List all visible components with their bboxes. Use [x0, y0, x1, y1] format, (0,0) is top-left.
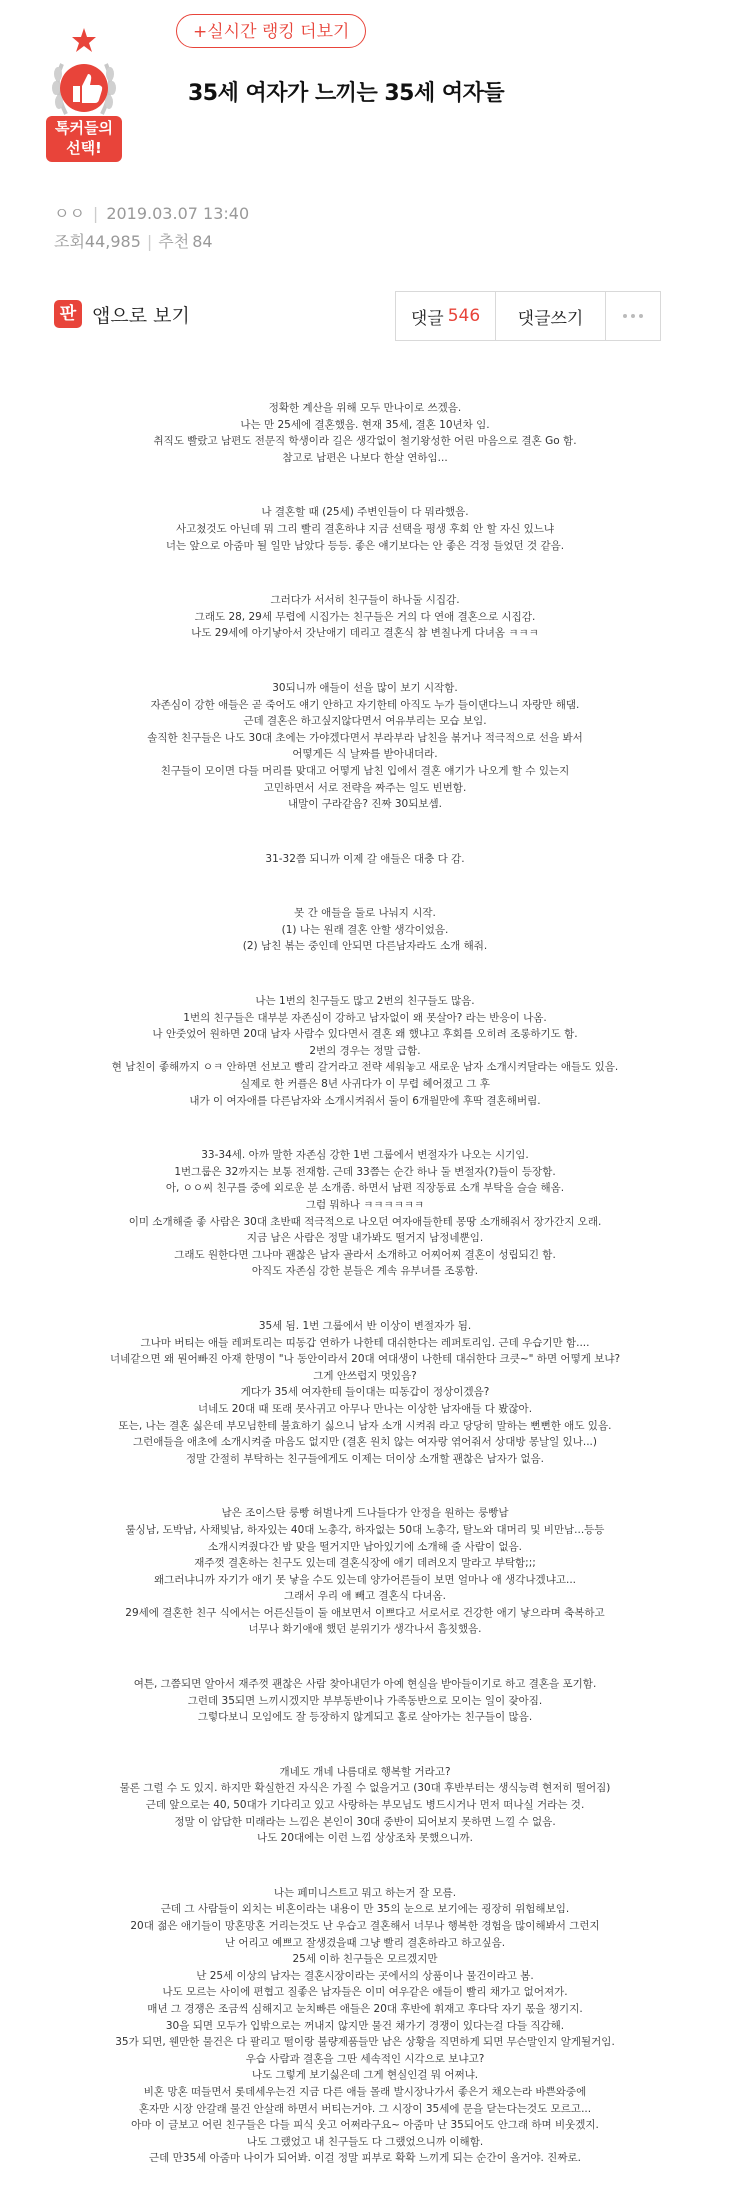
pann-app-icon: 판 [54, 300, 82, 328]
write-comment-button[interactable]: 댓글쓰기 [496, 292, 606, 340]
body-line: 근데 그 사람들이 외치는 비혼이라는 내용이 만 35의 눈으로 보기에는 굉장히 위험해보임. [160, 1903, 570, 1916]
body-line: 너네도 20대 때 또래 못사귀고 아무나 만나는 이상한 남자애들 다 봤잖아. [197, 1402, 533, 1415]
body-paragraph [0, 1885, 730, 2167]
body-paragraph [0, 1676, 730, 1726]
body-line: 30되니까 애들이 선을 많이 보기 시작함. [272, 681, 458, 694]
body-line: 아직도 자존심 강한 분들은 계속 유부녀를 조롱함. [251, 1265, 479, 1278]
comments-label: 댓글 [410, 308, 444, 329]
body-line: 2번의 경우는 정말 급함. [309, 1044, 421, 1057]
body-paragraph [0, 504, 730, 554]
views-count: 44,985 [84, 232, 141, 251]
body-line: 29세에 결혼한 친구 식에서는 어른신들이 둘 애보면서 이쁘다고 서로서로 건강한 애기 낳으라며 축복하고 [125, 1606, 605, 1619]
body-line: 근데 만35세 아줌마 나이가 되어봐. 이걸 정말 피부로 확확 느끼게 되는 순간이 올거야. 진짜로. [149, 2152, 581, 2165]
more-options-button[interactable] [606, 292, 660, 340]
body-line: 그런데 35되면 느끼시겠지만 부부동반이나 가족동반으로 모이는 일이 잦아짐. [187, 1694, 543, 1707]
body-line: 또는, 나는 결혼 싫은데 부모님한테 불효하기 싫으니 남자 소개 시켜줘 라고 당당히 말하는 뻔뻔한 애도 있음. [118, 1419, 612, 1432]
body-line: 남은 조이스탄 룽빵 허벌나게 드나들다가 안정을 원하는 룽빵남 [221, 1507, 509, 1520]
body-line: 재주껏 결혼하는 친구도 있는데 결혼식장에 애기 데려오지 말라고 부탁함;;; [194, 1557, 536, 1570]
body-line: 35세 됨. 1번 그룹에서 반 이상이 변절자가 됨. [258, 1319, 472, 1332]
realtime-ranking-button[interactable]: +실시간 랭킹 더보기 [176, 14, 366, 48]
post-body [0, 400, 730, 2205]
body-line: 나도 그랬었고 내 친구들도 다 그랬었으니까 이해함. [246, 2135, 484, 2148]
body-line: 사고쳤것도 아닌데 뭐 그리 빨리 결혼하냐 지금 선택을 평생 후회 안 할 자신 있느냐 [175, 522, 555, 535]
body-line: 내가 이 여자애를 다른남자와 소개시켜줘서 둘이 6개월만에 후딱 결혼해버림. [189, 1094, 541, 1107]
body-line: 고민하면서 서로 전략을 짜주는 일도 빈번함. [263, 781, 467, 794]
body-line: 내말이 구라같음? 진짜 30되보셈. [288, 798, 442, 811]
body-paragraph [0, 905, 730, 955]
post-title: 35세 여자가 느끼는 35세 여자들 [188, 81, 505, 106]
body-line: 자존심이 강한 애들은 곧 죽어도 얘기 안하고 자기한테 아직도 누가 들이댄다느니 자랑만 해댐. [150, 698, 580, 711]
body-line: 여튼, 그쯤되면 알아서 재주껏 괜찮은 사람 찾아내던가 아예 현실을 받아들이기로 하고 결혼을 포기함. [133, 1678, 597, 1691]
body-paragraph [0, 1147, 730, 1280]
body-line: 1번그룹은 32까지는 보통 전재함. 근데 33쯤는 순간 하나 둘 변절자(?)들이 등장함. [174, 1165, 556, 1178]
body-line: 너무나 화기애애 했던 분위기가 생각나서 흠칫했음. [248, 1623, 482, 1636]
body-line: 난 25세 이상의 남자는 결혼시장이라는 곳에서의 상품이나 물건이라고 봄. [196, 1969, 534, 1982]
body-line: 개네도 개네 나름대로 행복할 거라고? [279, 1765, 451, 1778]
body-line: 물론 그럴 수 도 있지. 하지만 확실한건 자식은 가질 수 없을거고 (30대 후반부터는 생식능력 현저히 떨어짐) [119, 1782, 611, 1795]
body-line: 그게 안쓰럽지 멋있음? [313, 1369, 417, 1382]
body-paragraph [0, 400, 730, 466]
comment-toolbar [395, 291, 661, 341]
body-line: 그런애들을 애초에 소개시켜줄 마음도 없지만 (결혼 원치 않는 여자랑 엮어줘서 상대방 몽날일 있나...) [133, 1436, 597, 1449]
recommend-label: 추천 [158, 232, 190, 251]
body-line: 그럼 뭐하나 ㅋㅋㅋㅋㅋㅋ [305, 1199, 425, 1211]
body-line: 나 안줏었어 원하면 20대 남자 사람수 있다면서 결혼 왜 했냐고 후회를 오히려 조롱하기도 함. [152, 1028, 578, 1041]
post-meta-author-date [54, 201, 249, 224]
body-line: 매년 그 경쟁은 조금씩 심해지고 눈치빠른 애들은 20대 후반에 휘재고 후다닥 자기 몫을 챙기지. [147, 2002, 583, 2015]
talkers-choice-badge [44, 16, 144, 166]
body-line: 지금 남은 사람은 정말 내가봐도 떨거지 남정네뿐임. [246, 1232, 484, 1245]
body-line: 너는 앞으로 아줌마 될 일만 남았다 등등. 좋은 얘기보다는 안 좋은 걱정 들었던 것 같음. [165, 539, 565, 552]
body-line: 그래도 28, 29세 무렵에 시집가는 친구들은 거의 다 연애 결혼으로 시집감. [194, 610, 536, 623]
views-label: 조회 [54, 232, 85, 251]
body-line: 솔직한 친구들은 나도 30대 초에는 가야겠다면서 부라부라 남친을 볶거나 적극적으로 선을 봐서 [147, 731, 583, 744]
more-dots-icon [623, 314, 627, 318]
body-paragraph [0, 851, 730, 868]
body-line: 30을 되면 모두가 입밖으로는 꺼내지 않지만 물건 채가기 경쟁이 있다는걸 다들 직감해. [165, 2019, 565, 2032]
body-line: 정말 이 암담한 미래라는 느낌은 본인이 30대 중반이 되어보지 못하면 느낄 수 없음. [174, 1815, 556, 1828]
body-line: 나 결혼할 때 (25세) 주변인들이 다 뭐라했음. [261, 506, 469, 519]
body-line: 어떻게든 식 날짜를 받아내더라. [292, 748, 438, 761]
body-line: 우습 사람과 결혼을 그딴 세속적인 시각으로 보냐고? [245, 2052, 485, 2065]
body-line: 소개시켜줬다간 밤 맞을 떨거지만 남아있기에 소개해 줄 사람이 없음. [207, 1540, 523, 1553]
more-dots-icon [639, 314, 643, 318]
app-view-link[interactable] [54, 297, 190, 331]
body-line: 25세 이하 친구들은 모르겠지만 [292, 1953, 438, 1966]
body-line: 그러다가 서서히 친구들이 하나둘 시집감. [270, 594, 460, 607]
meta-divider: | [92, 204, 99, 223]
body-line: 나는 페미니스트고 뭐고 하는거 잘 모름. [273, 1886, 457, 1899]
badge-line1: 톡커들의 [55, 119, 113, 137]
post-meta-stats [54, 229, 213, 252]
app-view-label: 앱으로 보기 [92, 304, 190, 327]
body-line: 혼자만 시장 안갈래 물건 안살래 하면서 버티는거야. 그 시장이 35세에 문을 닫는다는것도 모르고... [138, 2102, 592, 2115]
body-line: 정말 간절히 부탁하는 친구들에게도 이제는 더이상 소개할 괜찮은 남자가 없음. [186, 1452, 544, 1465]
body-line: 1번의 친구들은 대부분 자존심이 강하고 남자없이 왜 못살아? 라는 반응이 나옴. [183, 1011, 547, 1024]
body-line: 근데 앞으로는 40, 50대가 기다리고 있고 사랑하는 부모님도 병드시거나 먼저 떠나실 거라는 것. [145, 1799, 585, 1812]
body-line: 아마 이 글보고 어린 친구들은 다들 피식 웃고 어쩌라구요~ 아줌마 난 35되어도 안그래 하며 비웃겠지. [131, 2119, 599, 2132]
body-line: 그래도 원한다면 그나마 괜찮은 남자 골라서 소개하고 어찌어찌 결혼이 성립되긴 함. [174, 1248, 556, 1261]
body-line: 나도 20대에는 이런 느낌 상상조차 못했으니까. [257, 1832, 473, 1845]
body-line: 그렇다보니 모임에도 잘 등장하지 않게되고 홀로 살아가는 친구들이 많음. [197, 1711, 533, 1724]
body-line: (2) 남친 볶는 중인데 안되면 다른남자라도 소개 해줘. [242, 940, 488, 953]
body-paragraph [0, 1318, 730, 1467]
post-date: 2019.03.07 13:40 [106, 204, 250, 223]
body-line: 현 남친이 좋해까지 ㅇㅋ 안하면 선보고 빨리 갈거라고 전략 세워놓고 새로운 남자 소개시켜달라는 애들도 있음. [111, 1061, 619, 1074]
body-line: 정확한 계산을 위해 모두 만나이로 쓰겠음. [268, 402, 462, 414]
body-line: (1) 나는 원래 결혼 안할 생각이었음. [281, 923, 449, 936]
body-line: 나도 모르는 사이에 편협고 질좋은 남자들은 이미 여우같은 애들이 빨리 채가고 없어져가. [162, 1986, 568, 1999]
comments-count: 546 [447, 306, 481, 326]
body-line: 나는 1번의 친구들도 많고 2번의 친구들도 많음. [255, 995, 475, 1008]
body-line: 31-32쯤 되니까 이제 갈 애들은 대충 다 감. [265, 852, 465, 865]
body-line: 근데 결혼은 하고싶지않다면서 여유부리는 모습 보임. [243, 715, 487, 728]
badge-label [46, 118, 122, 158]
body-line: 실제로 한 커플은 8년 사귀다가 이 무렵 헤어졌고 그 후 [240, 1078, 490, 1091]
body-line: 못 간 애들을 둘로 나눠지 시작. [294, 907, 436, 920]
body-line: 20대 젊은 애기들이 망혼망혼 거리는것도 난 우습고 결혼해서 너무나 행복한 경험을 많이해봐서 그런지 [130, 1920, 600, 1932]
body-line: 35가 되면, 웬만한 물건은 다 팔리고 떨이랑 불량제품들만 남은 상황을 직면하게 되면 무슨말인지 알게될거임. [115, 2036, 615, 2049]
body-line: 그나마 버티는 애들 레퍼토리는 띠동갑 연하가 나한테 대쉬한다는 레퍼토리임. 근데 우습기만 함.... [140, 1336, 590, 1349]
body-line: 이미 소개해줄 좋 사람은 30대 초반때 적극적으로 나오던 여자애들한테 몽땅 소개해줘서 장가간지 오래. [128, 1215, 602, 1228]
body-line: 33-34세. 아까 말한 자존심 강한 1번 그룹에서 변절자가 나오는 시기임. [201, 1149, 529, 1162]
body-line: 취직도 빨랐고 남편도 전문직 학생이라 길은 생각없이 철기왕성한 어린 마음으로 결혼 Go 함. [153, 435, 577, 448]
body-line: 나는 만 25세에 결혼했음. 현재 35세, 결혼 10년차 임. [240, 418, 490, 431]
recommend-count: 84 [192, 232, 213, 251]
body-line: 그래서 우리 애 빼고 결혼식 다녀옴. [283, 1590, 447, 1603]
body-paragraph [0, 1764, 730, 1847]
comments-button[interactable] [396, 292, 496, 340]
body-line: 비혼 망혼 떠들면서 롯데세우는건 지금 다른 애들 몰래 발시장나가서 좋은거 채오는라 바쁜와중에 [143, 2085, 587, 2098]
body-line: 왜그러냐니까 자기가 애기 못 낳을 수도 있는데 양가어른들이 보면 얼마나 애 생각나겠냐고... [153, 1573, 577, 1586]
meta-divider: | [146, 232, 153, 251]
body-line: 참고로 남편은 나보다 한살 연하임... [282, 451, 448, 464]
body-line: 친구들이 모이면 다들 머리를 맞대고 어떻게 남친 입에서 결혼 얘기가 나오게 할 수 있는지 [160, 764, 570, 777]
body-line: 게다가 35세 여자한테 들이대는 띠동갑이 정상이겠음? [240, 1386, 490, 1399]
body-line: 난 어리고 예쁘고 잘생겼을때 그냥 빨리 결혼하라고 하고싶음. [224, 1936, 506, 1949]
author-name[interactable]: ㅇㅇ [54, 204, 85, 223]
body-line: 나도 그렇게 보기싫은데 그게 현실인걸 뭐 어쩌냐. [251, 2069, 479, 2082]
body-line: 룰싱남, 도박남, 사채빚남, 하자있는 40대 노총각, 하자없는 50대 노총각, 탈노와 대머리 및 비만남...등등 [125, 1523, 605, 1536]
body-paragraph [0, 993, 730, 1109]
body-line: 너네같으면 왜 뭔어빠진 아재 한명이 "나 동안이라서 20대 여대생이 나한테 대쉬한다 크큿~" 하면 어떻게 보냐? [109, 1353, 621, 1366]
body-line: 나도 29세에 아기낳아서 갓난애기 데리고 결혼식 참 변칠나게 다녀옴 ㅋㅋㅋ [191, 627, 539, 640]
badge-line2: 선택! [66, 139, 102, 157]
body-paragraph [0, 680, 730, 813]
body-paragraph [0, 1505, 730, 1638]
more-dots-icon [631, 314, 635, 318]
body-line: 아, ㅇㅇ씨 친구를 중에 외로운 분 소개좀. 하면서 남편 직장동료 소개 부탁을 슬슬 해옴. [165, 1182, 565, 1195]
body-paragraph [0, 592, 730, 642]
